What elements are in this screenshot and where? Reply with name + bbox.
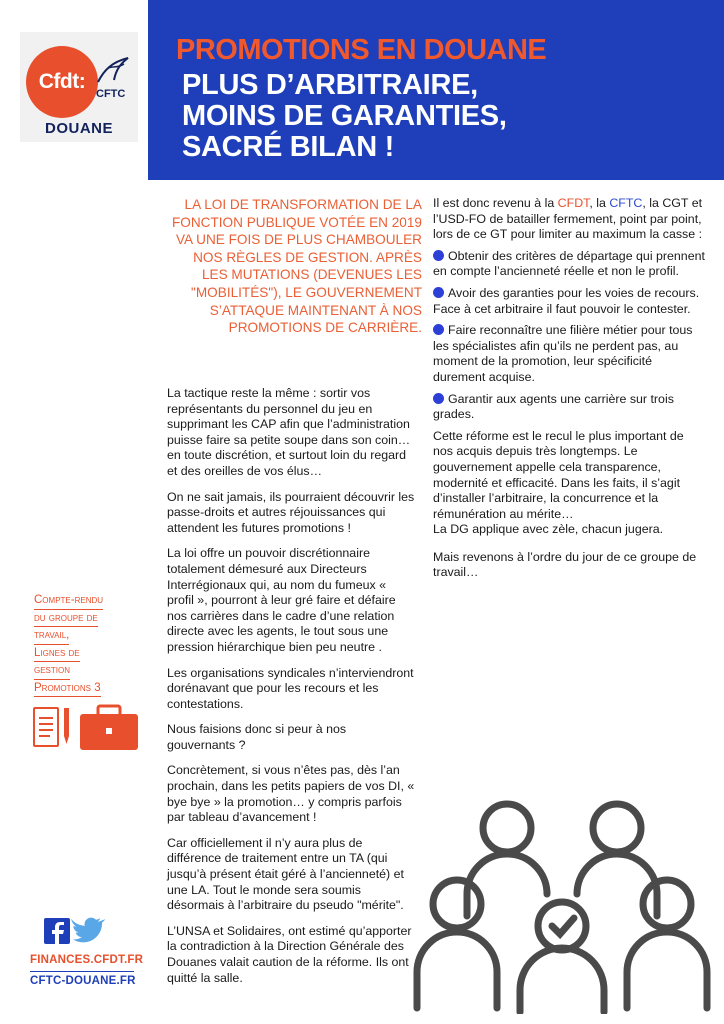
cfdt-mention: CFDT bbox=[557, 196, 590, 210]
cftc-bird-icon bbox=[94, 50, 134, 90]
side-note-line: Compte-rendu bbox=[34, 592, 103, 610]
paragraph bbox=[433, 429, 705, 523]
side-note bbox=[34, 592, 144, 697]
text-run: Il est donc revenu à la bbox=[433, 196, 558, 210]
paragraph: On ne sait jamais, ils pourraient découvrir les passe-droits et autres réjouissances qui attendent les futures promotions ! bbox=[167, 489, 415, 535]
bullet-dot-icon bbox=[433, 324, 444, 335]
page-title: PROMOTIONS EN DOUANE bbox=[176, 34, 547, 66]
cfdt-website-link[interactable]: FINANCES.CFDT.FR bbox=[30, 954, 144, 966]
subtitle-line: SACRÉ BILAN ! bbox=[182, 131, 394, 163]
subtitle-line: PLUS D’ARBITRAIRE, bbox=[182, 69, 478, 101]
bullet-item bbox=[433, 286, 705, 317]
bullet-dot-icon bbox=[433, 287, 444, 298]
document-briefcase-icon bbox=[32, 702, 142, 752]
cftc-mention: CFTC bbox=[609, 196, 643, 210]
bullet-text: Obtenir des critères de départage qui prennent en compte l’ancienneté réelle et non le profil. bbox=[433, 248, 705, 279]
text-run: , la CGT et l’USD-FO de batailler fermement, point par point, lors de ce GT pour limiter au maximum la casse : bbox=[433, 196, 703, 242]
paragraph: La DG applique avec zèle, chacun jugera. bbox=[433, 522, 664, 537]
side-note-line: Promotions 3 bbox=[34, 680, 101, 698]
text-run: , la bbox=[589, 196, 610, 210]
document-icon bbox=[34, 708, 58, 746]
paragraph: Car officiellement il n’y aura plus de différence de traitement entre un TA (qui jusqu’à présent était géré à l’ancienneté) et une LA. Tout le monde sera soumis désormais à l’arbitraire du pseudo "mérite". bbox=[167, 835, 404, 913]
side-note-line: travail, bbox=[34, 627, 69, 645]
divider bbox=[30, 971, 134, 972]
bullet-dot-icon bbox=[433, 393, 444, 404]
side-note-line: du groupe de bbox=[34, 610, 98, 628]
paragraph: L’UNSA et Solidaires, ont estimé qu’apporter la contradiction à la Direction Générale des Douanes valait caution de la réforme. Ils ont quitté la salle. bbox=[167, 923, 412, 985]
facebook-icon[interactable] bbox=[44, 918, 70, 944]
page-subtitle bbox=[182, 70, 702, 163]
cftc-website-link[interactable]: CFTC-DOUANE.FR bbox=[30, 975, 136, 987]
paragraph: Concrètement, si vous n’êtes pas, dès l’an prochain, dans les petits papiers de vos DI, « bye bye » la promotion… y compris parfois par tableau d’avancement ! bbox=[167, 763, 415, 825]
subtitle-line: MOINS DE GARANTIES, bbox=[182, 100, 507, 132]
bullet-text: Avoir des garanties pour les voies de recours. Face à cet arbitraire il faut pouvoir le contester. bbox=[433, 285, 700, 316]
header-band bbox=[148, 0, 724, 180]
bullet-dot-icon bbox=[433, 250, 444, 261]
paragraph bbox=[433, 196, 705, 243]
unit-label: DOUANE bbox=[44, 120, 113, 137]
paragraph: La tactique reste la même : sortir vos représentants du personnel du jeu en supprimant les CAP afin que l’administration puisse faire sa petite soupe dans son coin… en toute discrétion, et surtout loin du regard et des oreilles de vos élus… bbox=[167, 386, 411, 478]
social-icons bbox=[44, 916, 124, 946]
briefcase-icon bbox=[80, 706, 138, 750]
paragraph: La loi offre un pouvoir discrétionnaire totalement démesuré aux Directeurs Interrégionaux qui, au nom du fumeux « profil », pourront à leur gré faire et défaire nos carrières dans le cadre d’une relation directe avec les agents, le tout sous une pression hiérarchique bien peu neutre . bbox=[167, 546, 396, 654]
bullet-text: Garantir aux agents une carrière sur trois grades. bbox=[433, 391, 674, 422]
text-run: Cette réforme est le recul le plus important de nos acquis depuis très longtemps. Le gouvernement appelle cela transparence, modernité et efficacité. Dans les faits, il s’agit d’installer l’arbitraire, la concurrence et la rémunération au mérite… bbox=[433, 428, 684, 521]
right-column bbox=[433, 196, 705, 587]
logo-block bbox=[20, 32, 138, 142]
paragraph: Mais revenons à l’ordre du jour de ce groupe de travail… bbox=[433, 549, 697, 580]
side-note-line: Lignes de bbox=[34, 645, 80, 663]
pen-icon bbox=[64, 708, 69, 744]
bullet-item bbox=[433, 392, 705, 423]
cfdt-logo: Cfdt: bbox=[26, 46, 98, 118]
cftc-logo: CFTC bbox=[96, 88, 126, 100]
bullet-item bbox=[433, 249, 705, 280]
paragraph: Les organisations syndicales n’interviendront dorénavant que pour les recours et les contestations. bbox=[167, 665, 414, 711]
side-note-line: gestion bbox=[34, 662, 70, 680]
intro-text: LA LOI DE TRANSFORMATION DE LA FONCTION PUBLIQUE VOTÉE EN 2019 VA UNE FOIS DE PLUS CHAMBOULER NOS RÈGLES DE GESTION. APRÈS LES MUTATIONS (DEVENUES LES "MOBILITÉS"), LE GOUVERNEMENT S’ATTAQUE MAINTENANT À NOS PROMOTIONS DE CARRIÈRE. bbox=[171, 197, 422, 336]
left-column bbox=[167, 386, 415, 996]
bullet-text: Faire reconnaître une filière métier pour tous les spécialistes afin qu’ils ne perdent pas, au moment de la promotion, leur spécificité durement acquise. bbox=[433, 323, 693, 384]
twitter-icon[interactable] bbox=[71, 918, 105, 943]
paragraph: Nous faisions donc si peur à nos gouvernants ? bbox=[167, 722, 347, 752]
group-people-icon bbox=[412, 776, 712, 1014]
bullet-item bbox=[433, 323, 705, 385]
